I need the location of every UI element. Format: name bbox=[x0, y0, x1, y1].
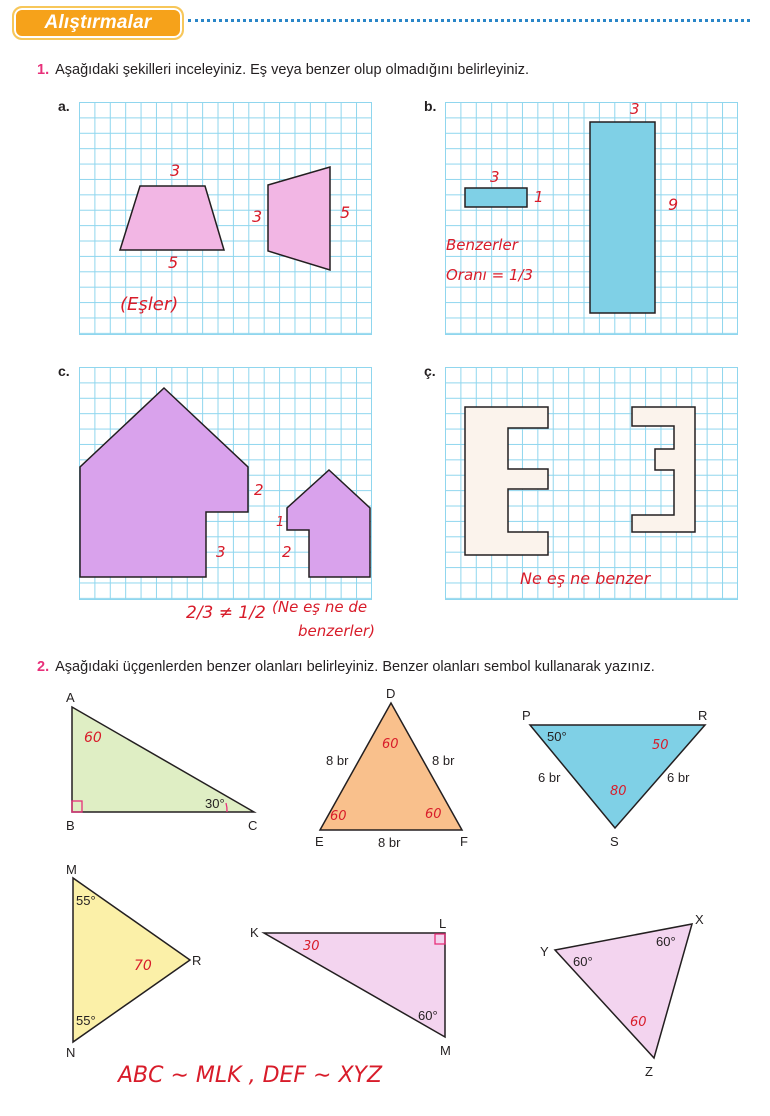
vertex-label: N bbox=[66, 1045, 76, 1060]
side-label: 8 br bbox=[432, 753, 455, 768]
note: 60 bbox=[84, 730, 102, 746]
part-label: b. bbox=[424, 98, 437, 114]
note: 60 bbox=[330, 809, 347, 824]
vertex-label: M bbox=[440, 1043, 451, 1058]
angle-label: 60° bbox=[656, 934, 676, 949]
vertex-label: L bbox=[439, 916, 447, 931]
part-label: a. bbox=[58, 98, 70, 114]
side-label: 6 br bbox=[538, 770, 561, 785]
note: 50 bbox=[652, 738, 669, 753]
note: Benzerler bbox=[446, 236, 518, 254]
note: Ne eş ne benzer bbox=[520, 569, 651, 588]
answer-text: ABC ∼ MLK , DEF ∼ XYZ bbox=[118, 1063, 383, 1088]
vertex-label: S bbox=[610, 834, 619, 849]
question-text: Aşağıdaki şekilleri inceleyiniz. Eş veya benzer olup olmadığını belirleyiniz. bbox=[55, 62, 529, 78]
vertex-label: M bbox=[66, 862, 77, 877]
note: (Ne eş ne de bbox=[272, 598, 368, 616]
vertex-label: C bbox=[248, 818, 258, 833]
angle-label: 55° bbox=[76, 1013, 96, 1028]
vertex-label: Z bbox=[645, 1064, 653, 1079]
note: 80 bbox=[610, 784, 627, 799]
note: 3 bbox=[252, 207, 263, 226]
vertex-label: F bbox=[460, 834, 468, 849]
vertex-label: R bbox=[698, 708, 708, 723]
side-label: 8 br bbox=[378, 835, 401, 850]
note: 5 bbox=[340, 203, 351, 222]
angle-label: 30° bbox=[205, 796, 225, 811]
angle-label: 60° bbox=[418, 1008, 438, 1023]
vertex-label: B bbox=[66, 818, 75, 833]
note: 9 bbox=[668, 195, 679, 214]
vertex-label: P bbox=[522, 708, 531, 723]
side-label: 6 br bbox=[667, 770, 690, 785]
question-text: Aşağıdaki üçgenlerden benzer olanları belirleyiniz. Benzer olanları sembol kullanarak yazınız. bbox=[55, 659, 655, 675]
angle-label: 55° bbox=[76, 893, 96, 908]
note: 3 bbox=[170, 161, 181, 180]
vertex-label: Y bbox=[540, 944, 549, 959]
note: 2 bbox=[254, 481, 264, 499]
note: 2/3 ≠ 1/2 bbox=[186, 603, 266, 623]
note: 2 bbox=[282, 543, 292, 561]
note: 1 bbox=[534, 188, 544, 206]
note: 3 bbox=[490, 168, 500, 186]
note: 60 bbox=[425, 807, 442, 822]
vertex-label: E bbox=[315, 834, 324, 849]
triangle-abc bbox=[72, 707, 254, 812]
section-title: Alıştırmalar bbox=[44, 12, 152, 33]
part-label: c. bbox=[58, 363, 70, 379]
vertex-label: R bbox=[192, 953, 202, 968]
question-number: 2. bbox=[37, 659, 50, 675]
note: benzerler) bbox=[298, 622, 375, 640]
note: 60 bbox=[630, 1015, 647, 1030]
vertex-label: A bbox=[66, 690, 75, 705]
vertex-label: K bbox=[250, 925, 259, 940]
note: 3 bbox=[216, 543, 226, 561]
note: 60 bbox=[382, 737, 399, 752]
angle-label: 50° bbox=[547, 729, 567, 744]
note: 30 bbox=[303, 939, 320, 954]
angle-label: 60° bbox=[573, 954, 593, 969]
part-label: ç. bbox=[424, 363, 436, 379]
note: 70 bbox=[134, 958, 152, 974]
note: 3 bbox=[630, 100, 640, 118]
note: (Eşler) bbox=[120, 294, 179, 315]
question-number: 1. bbox=[37, 62, 50, 78]
note: 5 bbox=[168, 253, 179, 272]
vertex-label: X bbox=[695, 912, 704, 927]
vertex-label: D bbox=[386, 686, 396, 701]
side-label: 8 br bbox=[326, 753, 349, 768]
note: Oranı = 1/3 bbox=[446, 266, 534, 284]
note: 1 bbox=[276, 515, 285, 530]
